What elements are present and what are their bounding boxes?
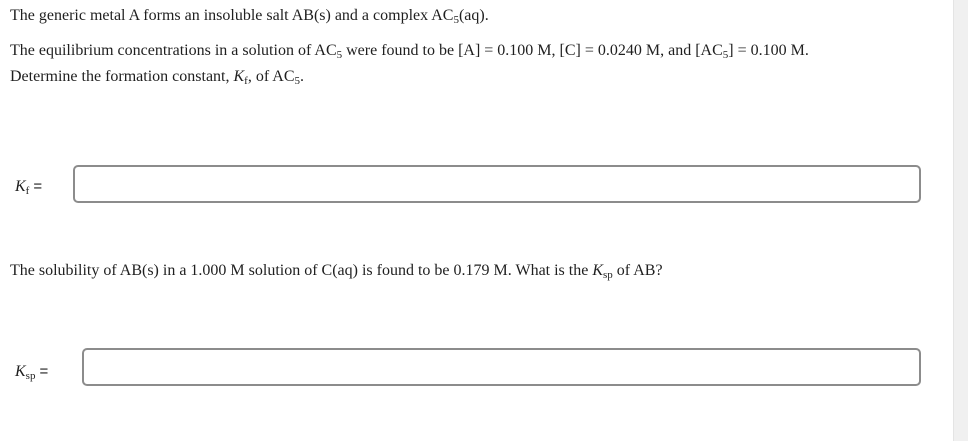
kf-symbol: K	[233, 68, 245, 85]
part2-text-end: of AB?	[612, 262, 663, 279]
kf-label-equals: =	[33, 178, 43, 195]
ksp-subscript: sp	[603, 269, 613, 281]
ksp-label-symbol: K	[15, 363, 26, 380]
kf-answer-input[interactable]	[73, 165, 921, 203]
part2-text: The solubility of AB(s) in a 1.000 M solution of C(aq) is found to be 0.179 M. What is the	[10, 262, 593, 279]
ksp-label	[15, 362, 48, 382]
part1-text: The equilibrium concentrations in a solution of AC	[10, 42, 337, 59]
ksp-label-subscript: sp	[25, 370, 36, 382]
part1-prompt-text: Determine the formation constant,	[10, 68, 234, 85]
kf-label	[15, 177, 42, 197]
part1-statement	[10, 41, 809, 61]
kf-label-subscript: f	[25, 185, 30, 197]
part1-text-end: ] = 0.100 M.	[728, 42, 809, 59]
part1-prompt-subscript: 5	[294, 75, 300, 87]
intro-text-end: (aq).	[458, 7, 489, 24]
part1-text-mid: were found to be [A] = 0.100 M, [C] = 0.0240 M, and [AC	[342, 42, 723, 59]
ksp-symbol: K	[592, 262, 603, 279]
intro-text: The generic metal A forms an insoluble salt AB(s) and a complex AC	[10, 7, 454, 24]
question-intro	[10, 6, 489, 26]
kf-label-symbol: K	[15, 178, 26, 195]
ksp-label-equals: =	[39, 363, 49, 380]
kf-subscript: f	[244, 75, 248, 87]
vertical-scrollbar[interactable]	[953, 0, 968, 441]
part1-subscript-1: 5	[336, 49, 343, 61]
intro-subscript: 5	[453, 14, 459, 26]
part1-prompt-mid: , of AC	[247, 68, 295, 85]
part1-subscript-2: 5	[722, 49, 729, 61]
part2-prompt	[10, 261, 663, 281]
ksp-answer-input[interactable]	[82, 348, 921, 386]
part1-prompt	[10, 67, 304, 87]
part1-prompt-end: .	[300, 68, 304, 85]
